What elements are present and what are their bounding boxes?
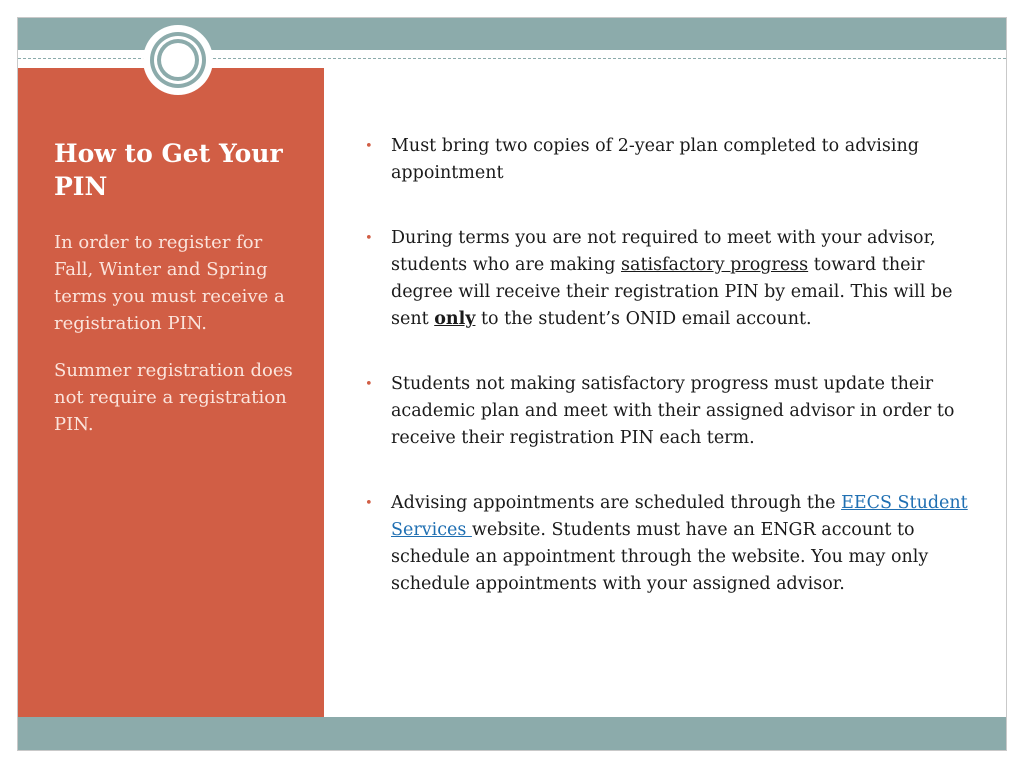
bullet-list [365,133,980,636]
bullet-text-middle: toward their degree will receive their registration PIN by email. This will be sent [391,255,953,329]
bullet-text-start: During terms you are not required to meet with your advisor, students who are making [391,228,936,275]
bullet-text-start: Advising appointments are scheduled through the [391,493,842,513]
bullet-icon: • [365,496,373,511]
bullet-text-end: to the student’s ONID email account. [475,309,812,329]
bullet-icon: • [365,139,373,154]
bullet-text: Students not making satisfactory progress must update their academic plan and meet with their assigned advisor in order to receive their registration PIN each term. [391,374,955,448]
bullet-text: Must bring two copies of 2-year plan completed to advising appointment [391,136,919,183]
bullet-item-plan-copies [365,133,980,187]
sidebar-paragraph-summer: Summer registration does not require a registration PIN. [54,360,293,435]
bullet-item-advising-appointments [365,490,980,598]
circle-ornament-icon [143,25,213,95]
bullet-text-end: website. Students must have an ENGR account to schedule an appointment through the website. You may only schedule appointments with your assigned advisor. [391,520,929,594]
sidebar-paragraph-registration: In order to register for Fall, Winter and Spring terms you must receive a registration PIN. [54,232,285,334]
emphasis-only-text: only [434,309,476,329]
bullet-item-pin-by-email [365,225,980,333]
bullet-icon: • [365,377,373,392]
slide-title: How to Get Your PIN [54,139,283,201]
satisfactory-progress-text: satisfactory progress [621,255,809,275]
eecs-student-services-link[interactable]: EECS Student Services [391,493,968,540]
bottom-accent-band [18,717,1006,750]
bullet-item-not-satisfactory [365,371,980,452]
bullet-icon: • [365,231,373,246]
